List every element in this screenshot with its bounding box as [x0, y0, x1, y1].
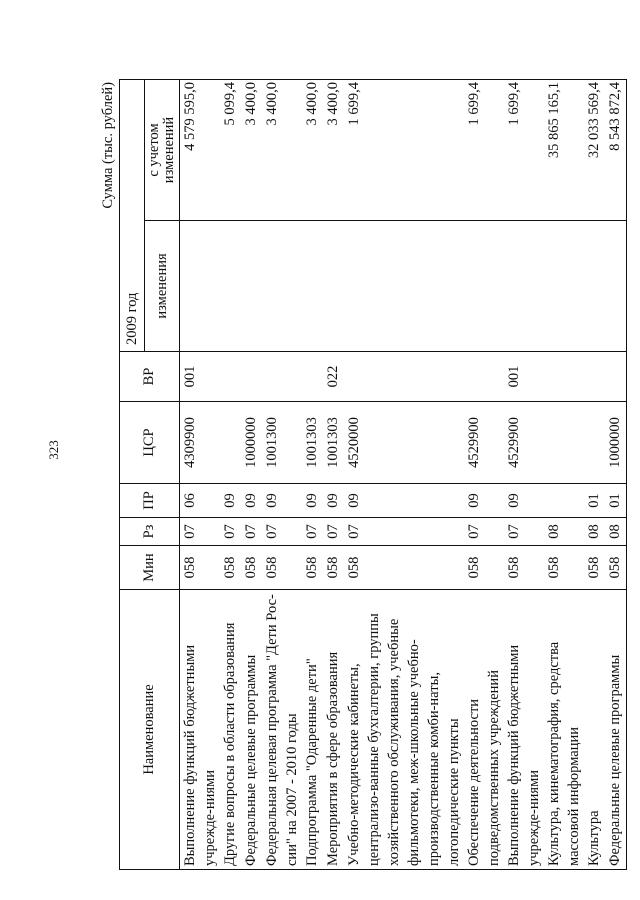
- row-pr: 06: [180, 484, 221, 518]
- row-vr: [464, 352, 504, 402]
- row-rz: 08: [605, 518, 627, 546]
- row-pr: 09: [302, 484, 323, 518]
- row-rz: 07: [344, 518, 464, 546]
- row-vr: [584, 352, 605, 402]
- row-min: 058: [220, 546, 241, 590]
- row-min: 058: [241, 546, 262, 590]
- row-vr: [605, 352, 627, 402]
- row-csr: 4529900: [464, 402, 504, 484]
- row-change: [344, 221, 464, 352]
- row-name: Федеральные целевые программы: [605, 590, 627, 870]
- row-pr: 09: [220, 484, 241, 518]
- row-pr: 09: [323, 484, 344, 518]
- row-pr: 09: [464, 484, 504, 518]
- row-change: [180, 221, 221, 352]
- row-min: 058: [464, 546, 504, 590]
- row-name: Выполнение функций бюджетными учрежде-ниями: [504, 590, 544, 870]
- table-row: [241, 79, 262, 869]
- row-vr: [302, 352, 323, 402]
- row-rz: 07: [180, 518, 221, 546]
- row-vr: [262, 352, 302, 402]
- header-vr: ВР: [120, 352, 180, 402]
- row-change: [241, 221, 262, 352]
- table-row: [302, 79, 323, 869]
- row-total: 35 865 165,1: [544, 79, 584, 220]
- row-rz: 07: [464, 518, 504, 546]
- table-row: [584, 79, 605, 869]
- row-name: Культура, кинематография, средства массовой информации: [544, 590, 584, 870]
- header-changes: изменения: [145, 221, 180, 352]
- table-row: [180, 79, 221, 869]
- table-row: [323, 79, 344, 869]
- row-min: 058: [180, 546, 221, 590]
- row-total: 1 699,4: [464, 79, 504, 220]
- row-min: 058: [544, 546, 584, 590]
- row-rz: 07: [302, 518, 323, 546]
- row-vr: 001: [504, 352, 544, 402]
- row-rz: 07: [220, 518, 241, 546]
- row-change: [584, 221, 605, 352]
- row-min: 058: [504, 546, 544, 590]
- row-name: Другие вопросы в области образования: [220, 590, 241, 870]
- row-total: 3 400,0: [241, 79, 262, 220]
- row-name: Выполнение функций бюджетными учрежде-ниями: [180, 590, 221, 870]
- row-name: Федеральные целевые программы: [241, 590, 262, 870]
- row-pr: 09: [344, 484, 464, 518]
- row-name: Обеспечение деятельности подведомственных учреждений: [464, 590, 504, 870]
- row-csr: [220, 402, 241, 484]
- row-csr: 1000000: [241, 402, 262, 484]
- table-row: [605, 79, 627, 869]
- row-name: Федеральная целевая программа "Дети Рос-сии" на 2007 - 2010 годы: [262, 590, 302, 870]
- sum-caption: Сумма (тыс. рублей): [100, 82, 116, 209]
- row-min: 058: [302, 546, 323, 590]
- row-name: Учебно-методические кабинеты, централизо-ванные бухгалтерии, группы хозяйственного обслуживания, учебные фильмотеки, меж-школьные учебно-производственные комби-наты, логопедические пункты: [344, 590, 464, 870]
- header-csr: ЦСР: [120, 402, 180, 484]
- table-row: [504, 79, 544, 869]
- row-csr: [544, 402, 584, 484]
- row-name: Мероприятия в сфере образования: [323, 590, 344, 870]
- row-vr: 022: [323, 352, 344, 402]
- row-vr: [241, 352, 262, 402]
- row-csr: 1001303: [323, 402, 344, 484]
- header-name: Наименование: [120, 590, 180, 870]
- row-vr: 001: [180, 352, 221, 402]
- row-pr: 09: [504, 484, 544, 518]
- table-row: [344, 79, 464, 869]
- row-vr: [544, 352, 584, 402]
- table-body: [180, 79, 627, 869]
- row-change: [544, 221, 584, 352]
- row-total: 4 579 595,0: [180, 79, 221, 220]
- rotated-page-content: [95, 80, 623, 870]
- header-with-changes: [145, 79, 180, 220]
- row-name: Подпрограмма "Одаренные дети": [302, 590, 323, 870]
- row-rz: 07: [262, 518, 302, 546]
- page-number: 323: [46, 440, 61, 460]
- row-vr: [220, 352, 241, 402]
- row-change: [464, 221, 504, 352]
- header-year: 2009 год: [120, 79, 145, 351]
- row-csr: 4529900: [504, 402, 544, 484]
- row-total: 8 543 872,4: [605, 79, 627, 220]
- row-change: [504, 221, 544, 352]
- row-total: 32 033 569,4: [584, 79, 605, 220]
- row-change: [323, 221, 344, 352]
- table-row: [544, 79, 584, 869]
- row-rz: 07: [323, 518, 344, 546]
- row-change: [605, 221, 627, 352]
- row-csr: 1001303: [302, 402, 323, 484]
- budget-table: [119, 79, 627, 870]
- row-total: 1 699,4: [344, 79, 464, 220]
- header-with-changes-line2: изменений: [161, 116, 177, 184]
- row-csr: 1000000: [605, 402, 627, 484]
- header-min: Мин: [120, 546, 180, 590]
- row-min: 058: [344, 546, 464, 590]
- row-csr: 4309900: [180, 402, 221, 484]
- row-pr: 01: [605, 484, 627, 518]
- row-total: 3 400,0: [302, 79, 323, 220]
- row-change: [302, 221, 323, 352]
- row-pr: [544, 484, 584, 518]
- row-rz: 08: [584, 518, 605, 546]
- row-csr: [584, 402, 605, 484]
- row-pr: 09: [262, 484, 302, 518]
- row-change: [262, 221, 302, 352]
- row-name: Культура: [584, 590, 605, 870]
- row-min: 058: [323, 546, 344, 590]
- row-vr: [344, 352, 464, 402]
- row-pr: 01: [584, 484, 605, 518]
- row-rz: 07: [504, 518, 544, 546]
- table-row: [220, 79, 241, 869]
- header-with-changes-line1: с учетом: [146, 123, 162, 177]
- table-header: [120, 79, 180, 869]
- table-row: [464, 79, 504, 869]
- row-csr: 1001300: [262, 402, 302, 484]
- row-min: 058: [262, 546, 302, 590]
- header-rz: Рз: [120, 518, 180, 546]
- row-rz: 08: [544, 518, 584, 546]
- row-total: 5 099,4: [220, 79, 241, 220]
- row-change: [220, 221, 241, 352]
- row-total: 3 400,0: [323, 79, 344, 220]
- row-min: 058: [605, 546, 627, 590]
- table-row: [262, 79, 302, 869]
- row-min: 058: [584, 546, 605, 590]
- row-pr: 09: [241, 484, 262, 518]
- row-rz: 07: [241, 518, 262, 546]
- row-csr: 4520000: [344, 402, 464, 484]
- header-pr: ПР: [120, 484, 180, 518]
- row-total: 1 699,4: [504, 79, 544, 220]
- row-total: 3 400,0: [262, 79, 302, 220]
